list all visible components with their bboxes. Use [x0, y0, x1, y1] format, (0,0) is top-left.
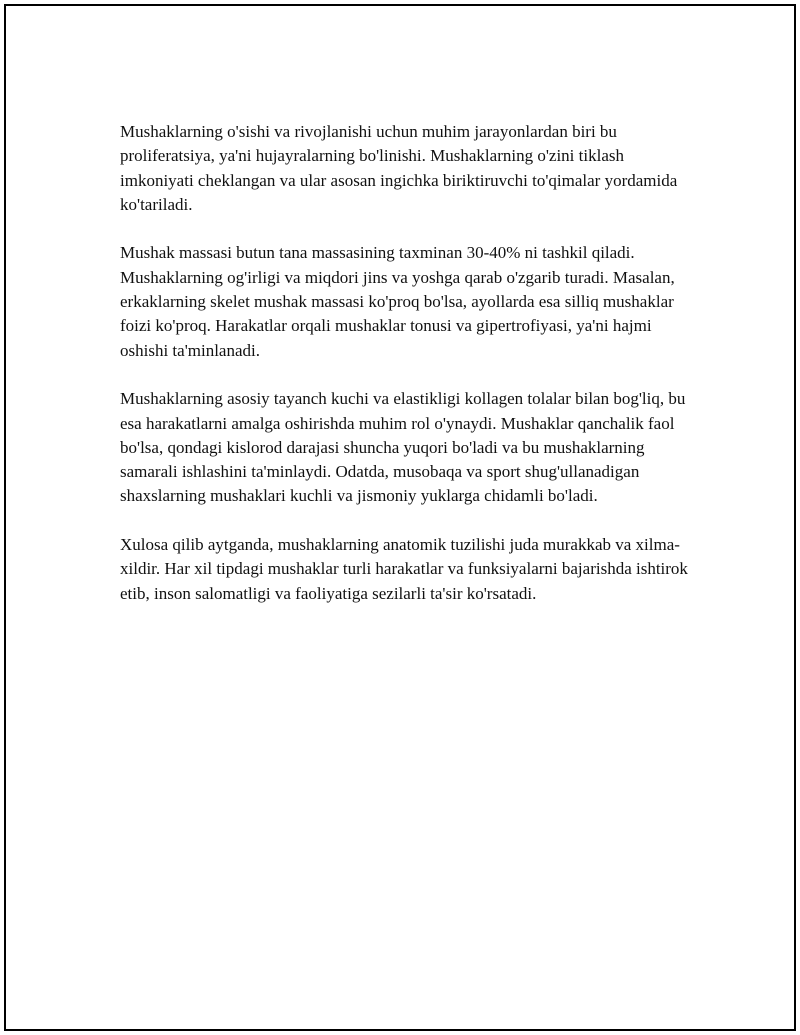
- paragraph-4: Xulosa qilib aytganda, mushaklarning anatomik tuzilishi juda murakkab va xilma-xildir. Har xil tipdagi mushaklar turli harakatlar va funksiyalarni bajarishda ishtirok etib, inson salomatligi va faoliyatiga sezilarli ta'sir ko'rsatadi.: [120, 535, 688, 603]
- document-body: [120, 120, 690, 630]
- paragraph-3: Mushaklarning asosiy tayanch kuchi va elastikligi kollagen tolalar bilan bog'liq, bu esa harakatlarni amalga oshirishda muhim rol o'ynaydi. Mushaklar qanchalik faol bo'lsa, qondagi kislorod darajasi shuncha yuqori bo'ladi va bu mushaklarning samarali ishlashini ta'minlaydi. Odatda, musobaqa va sport shug'ullanadigan shaxslarning mushaklari kuchli va jismoniy yuklarga chidamli bo'ladi.: [120, 389, 686, 506]
- paragraph-2: Mushak massasi butun tana massasining taxminan 30-40% ni tashkil qiladi. Mushaklarning og'irligi va miqdori jins va yoshga qarab o'zgarib turadi. Masalan, erkaklarning skelet mushak massasi ko'proq bo'lsa, ayollarda esa silliq mushaklar foizi ko'proq. Harakatlar orqali mushaklar tonusi va gipertrofiyasi, ya'ni hajmi oshishi ta'minlanadi.: [120, 243, 675, 360]
- paragraph-1: Mushaklarning o'sishi va rivojlanishi uchun muhim jarayonlardan biri bu proliferatsiya, ya'ni hujayralarning bo'linishi. Mushaklarning o'zini tiklash imkoniyati cheklangan va ular asosan ingichka biriktiruvchi to'qimalar yordamida ko'tariladi.: [120, 122, 678, 214]
- document-page: [4, 4, 796, 1031]
